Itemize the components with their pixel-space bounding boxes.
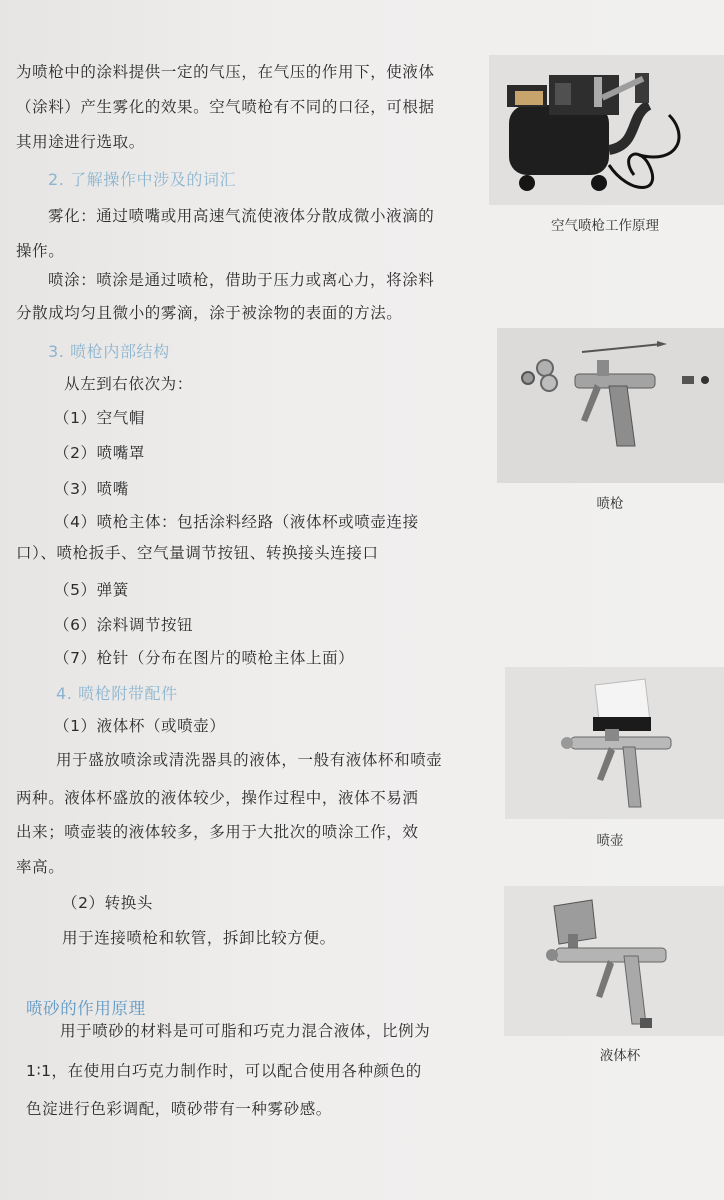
heading-vocabulary: 2. 了解操作中涉及的词汇 <box>48 170 237 189</box>
vocab-spray-cont: 分散成均匀且微小的雾滴，涂于被涂物的表面的方法。 <box>16 304 403 322</box>
paragraph-line: 其用途进行选取。 <box>16 133 145 151</box>
section-text: 用于喷砂的材料是可可脂和巧克力混合液体，比例为 <box>60 1022 431 1040</box>
spray-pot-photo <box>505 667 724 819</box>
compressor-photo <box>489 55 724 205</box>
structure-intro: 从左到右依次为： <box>64 375 193 393</box>
liquid-cup-photo <box>504 886 724 1036</box>
vocab-atomize-cont: 操作。 <box>16 242 65 260</box>
section-text: 色淀进行色彩调配，喷砂带有一种雾砂感。 <box>26 1100 332 1118</box>
accessory-text: 率高。 <box>16 858 65 876</box>
structure-item: （1）空气帽 <box>54 409 145 427</box>
structure-item: （7）枪针（分布在图片的喷枪主体上面） <box>54 649 355 667</box>
structure-item: （5）弹簧 <box>54 581 129 599</box>
vocab-atomize: 雾化：通过喷嘴或用高速气流使液体分散成微小液滴的 <box>48 207 435 225</box>
paragraph-line: （涂料）产生雾化的效果。空气喷枪有不同的口径，可根据 <box>16 98 435 116</box>
vocab-spray: 喷涂：喷涂是通过喷枪，借助于压力或离心力，将涂料 <box>48 271 435 289</box>
figure-caption: 喷枪 <box>596 496 624 512</box>
accessory-text: 用于连接喷枪和软管，拆卸比较方便。 <box>62 929 336 947</box>
structure-item: （2）喷嘴罩 <box>54 444 145 462</box>
accessory-title: （1）液体杯（或喷壶） <box>54 717 226 735</box>
airbrush-photo <box>497 328 724 483</box>
structure-item-cont: 口）、喷枪扳手、空气量调节按钮、转换接头连接口 <box>16 544 379 562</box>
figure-caption: 液体杯 <box>599 1048 641 1064</box>
figure-caption: 喷壶 <box>596 833 624 849</box>
figure-caption: 空气喷枪工作原理 <box>551 218 659 234</box>
section-text: 1∶1，在使用白巧克力制作时，可以配合使用各种颜色的 <box>26 1062 422 1080</box>
structure-item: （3）喷嘴 <box>54 480 129 498</box>
paragraph-line: 为喷枪中的涂料提供一定的气压，在气压的作用下，使液体 <box>16 63 435 81</box>
accessory-text: 用于盛放喷涂或清洗器具的液体，一般有液体杯和喷壶 <box>56 751 443 769</box>
structure-item: （6）涂料调节按钮 <box>54 616 194 634</box>
heading-structure: 3. 喷枪内部结构 <box>48 342 170 361</box>
accessory-text: 两种。液体杯盛放的液体较少，操作过程中，液体不易洒 <box>16 789 419 807</box>
section-title: 喷砂的作用原理 <box>26 999 146 1018</box>
structure-item: （4）喷枪主体：包括涂料经路（液体杯或喷壶连接 <box>54 513 419 531</box>
accessory-text: 出来；喷壶装的液体较多，多用于大批次的喷涂工作，效 <box>16 823 419 841</box>
heading-accessories: 4. 喷枪附带配件 <box>56 684 178 703</box>
accessory-title: （2）转换头 <box>62 894 153 912</box>
